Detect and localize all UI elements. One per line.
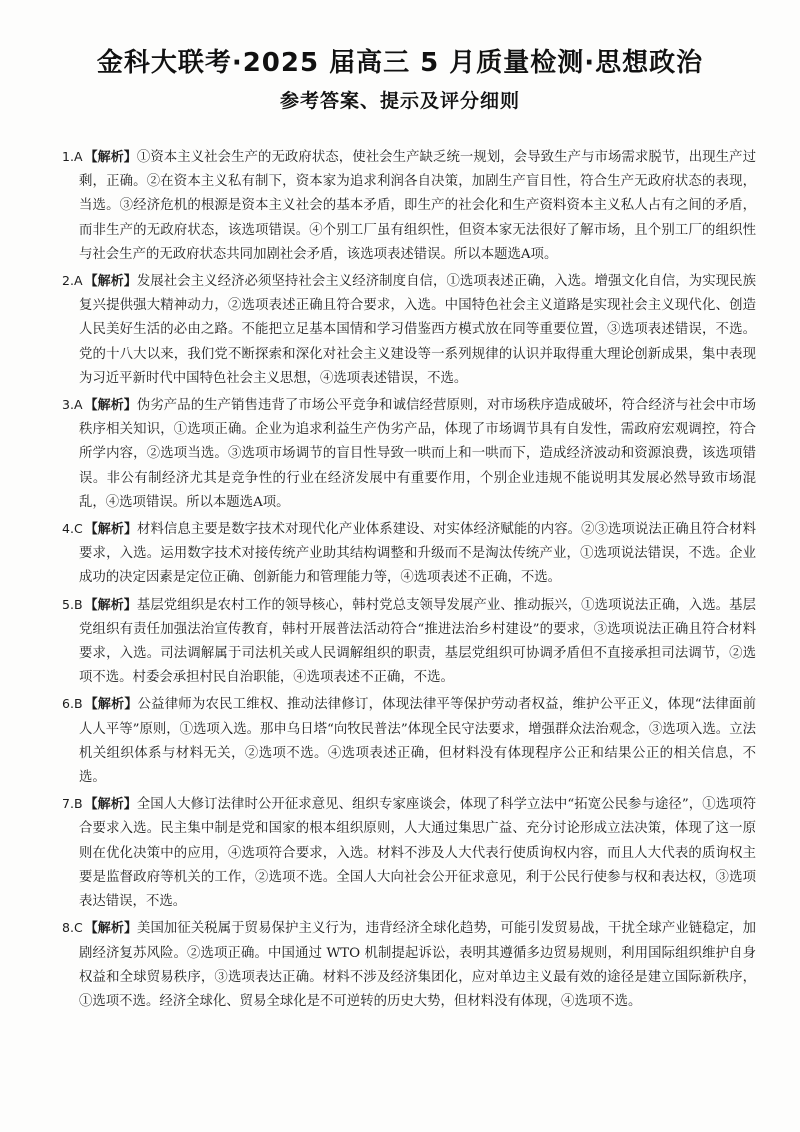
answer-choice: A: [73, 149, 83, 164]
answer-number: 8.: [62, 920, 74, 936]
answer-choice: B: [73, 596, 83, 612]
answer-choice: B: [73, 696, 83, 712]
answer-item-6: [62, 692, 756, 790]
analysis-tag: 【解析】: [84, 921, 138, 937]
analysis-text: 公益律师为农民工维权、推动法律修订，体现法律平等保护劳动者权益，维护公平正义，体现“法律面前人人平等”原则，①选项入选。那申乌日塔“向牧民普法”体现全民守法要求，增强群众法治观念，③选项入选。立法机关组织体系与材料无关，②选项不选。④选项表述正确，但材料没有体现程序公正和结果公正的相关信息，不选。: [79, 697, 756, 786]
answer-number: 5.: [62, 596, 74, 612]
answer-item-3: [62, 393, 756, 515]
analysis-text: 材料信息主要是数字技术对现代化产业体系建设、对实体经济赋能的内容。②③选项说法正确且符合材料要求，入选。运用数字技术对接传统产业助其结构调整和升级而不是淘汰传统产业，①选项说法错误，不选。企业成功的决定因素是定位正确、创新能力和管理能力等，④选项表述不正确，不选。: [79, 522, 756, 586]
answer-choice: B: [73, 796, 83, 812]
analysis-text: 伪劣产品的生产销售违背了市场公平竞争和诚信经营原则，对市场秩序造成破坏，符合经济与社会中市场秩序相关知识，①选项正确。企业为追求利益生产伪劣产品，体现了市场调节具有自发性，需政府宏观调控，符合所学内容，②选项当选。③选项市场调节的盲目性导致一哄而上和一哄而下，造成经济波动和资源浪费，该选项错误。非公有制经济尤其是竞争性的行业在经济发展中有重要作用，个别企业违规不能说明其发展必然导致市场混乱，④选项错误。所以本题选A项。: [79, 398, 756, 510]
answer-number: 2.: [62, 273, 74, 289]
answer-number: 4.: [62, 521, 74, 537]
analysis-text: 发展社会主义经济必须坚持社会主义经济制度自信，①选项表述正确，入选。增强文化自信，为实现民族复兴提供强大精神动力，②选项表述正确且符合要求，入选。中国特色社会主义道路是实现社会主义现代化、创造人民美好生活的必由之路。不能把立足基本国情和学习借鉴西方模式放在同等重要位置，③选项表述错误，不选。党的十八大以来，我们党不断探索和深化对社会主义建设等一系列规律的认识并取得重大理论创新成果，集中表现为习近平新时代中国特色社会主义思想，④选项表述错误，不选。: [79, 274, 756, 386]
answer-number: 3.: [62, 397, 74, 413]
analysis-text: 基层党组织是农村工作的领导核心，韩村党总支领导发展产业、推动振兴，①选项说法正确，入选。基层党组织有责任加强法治宣传教育，韩村开展普法活动符合“推进法治乡村建设”的要求，③选项说法正确且符合材料要求，入选。司法调解属于司法机关或人民调解组织的职责，基层党组织可协调矛盾但不直接承担司法调节，②选项不选。村委会承担村民自治职能，④选项表述不正确，不选。: [79, 597, 756, 686]
analysis-tag: 【解析】: [84, 150, 137, 165]
answer-item-7: [62, 792, 756, 914]
answer-item-4: [62, 517, 756, 591]
page-subtitle: 参考答案、提示及评分细则: [279, 90, 520, 112]
answer-number: 7.: [62, 796, 74, 812]
answer-choice: C: [73, 521, 83, 537]
analysis-tag: 【解析】: [84, 797, 137, 813]
answer-number: 6.: [62, 696, 74, 712]
analysis-tag: 【解析】: [84, 522, 138, 538]
analysis-tag: 【解析】: [84, 697, 138, 713]
answer-number: 1.: [62, 149, 74, 164]
answer-item-2: [62, 269, 756, 391]
analysis-tag: 【解析】: [84, 398, 137, 414]
answer-choice: A: [73, 273, 83, 289]
answer-item-8: [62, 916, 756, 1014]
analysis-text: 美国加征关税属于贸易保护主义行为，违背经济全球化趋势，可能引发贸易战，干扰全球产业链稳定，加剧经济复苏风险。②选项正确。中国通过 WTO 机制提起诉讼，表明其遵循多边贸易规则，利用国际组织维护自身权益和全球贸易秩序，③选项表达正确。材料不涉及经济集团化，应对单边主义最有效的途径是建立国际新秩序，①选项不选。经济全球化、贸易全球化是不可逆转的历史大势，但材料没有体现，④选项不选。: [79, 921, 756, 1009]
answer-item-1: [62, 145, 756, 267]
answer-item-5: [62, 593, 756, 691]
analysis-text: 全国人大修订法律时公开征求意见、组织专家座谈会，体现了科学立法中“拓宽公民参与途径”，①选项符合要求入选。民主集中制是党和国家的根本组织原则，人大通过集思广益、充分讨论形成立法决策，体现了这一原则在优化决策中的应用，④选项符合要求，入选。材料不涉及人大代表行使质询权内容，而且人大代表的质询权主要是监督政府等机关的工作，②选项不选。全国人大向社会公开征求意见，利于公民行使参与权和表达权，③选项表达错误，不选。: [79, 797, 756, 910]
page-title: 金科大联考·2025 届高三 5 月质量检测·思想政治: [96, 48, 704, 78]
analysis-tag: 【解析】: [84, 274, 137, 290]
analysis-tag: 【解析】: [84, 597, 137, 613]
answer-list: [62, 145, 756, 1016]
answer-choice: A: [73, 397, 83, 413]
analysis-text: ①资本主义社会生产的无政府状态，使社会生产缺乏统一规划，会导致生产与市场需求脱节，出现生产过剩，正确。②在资本主义私有制下，资本家为追求利润各自决策，加剧生产盲目性，符合生产无政府状态的表现，当选。③经济危机的根源是资本主义社会的基本矛盾，即生产的社会化和生产资料资本主义私人占有之间的矛盾，而非生产的无政府状态，该选项错误。④个别工厂虽有组织性，但资本家无法很好了解市场，且个别工厂的组织性与社会生产的无政府状态共同加剧社会矛盾，该选项表述错误。所以本题选A项。: [79, 150, 756, 262]
answer-choice: C: [73, 920, 83, 936]
